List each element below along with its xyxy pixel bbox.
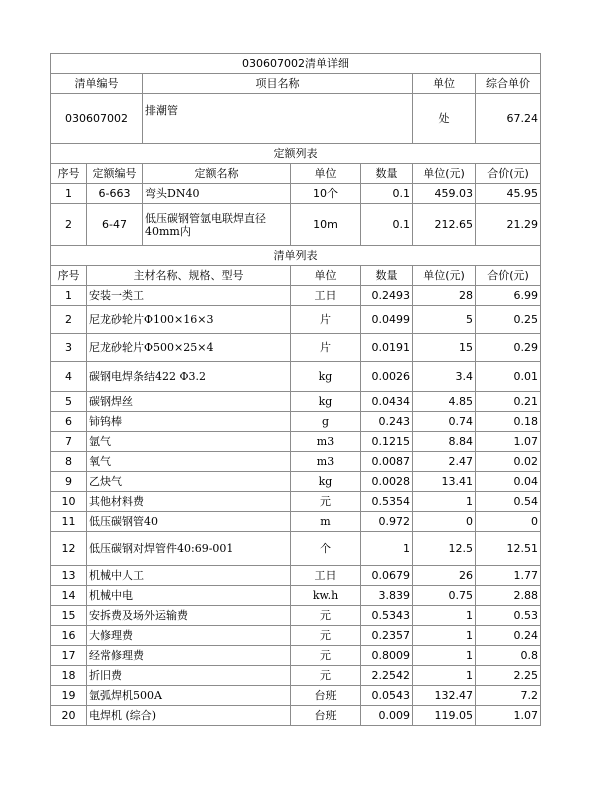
materials-section-title: 清单列表	[51, 246, 541, 266]
material-total: 7.2	[476, 686, 541, 706]
bill-code: 030607002	[51, 94, 143, 144]
material-name: 氧气	[87, 452, 291, 472]
material-unit-price: 0.74	[413, 412, 476, 432]
material-qty: 0.0679	[361, 566, 413, 586]
material-qty: 0.0434	[361, 392, 413, 412]
materials-header-total: 合价(元)	[476, 266, 541, 286]
quota-name: 低压碳钢管氩电联焊直径40mm内	[143, 204, 291, 246]
material-total: 1.07	[476, 432, 541, 452]
material-unit: 片	[291, 306, 361, 334]
quota-unit-price: 212.65	[413, 204, 476, 246]
material-name: 机械中电	[87, 586, 291, 606]
material-unit: g	[291, 412, 361, 432]
material-unit-price: 0	[413, 512, 476, 532]
quota-name: 弯头DN40	[143, 184, 291, 204]
material-name: 大修理费	[87, 626, 291, 646]
material-index: 4	[51, 362, 87, 392]
material-name: 乙炔气	[87, 472, 291, 492]
quota-row	[51, 204, 541, 246]
materials-header-unit-price: 单位(元)	[413, 266, 476, 286]
material-row	[51, 566, 541, 586]
material-total: 0.29	[476, 334, 541, 362]
material-row	[51, 532, 541, 566]
quota-header-unit-price: 单位(元)	[413, 164, 476, 184]
material-qty: 0.5343	[361, 606, 413, 626]
material-row	[51, 606, 541, 626]
material-total: 0.18	[476, 412, 541, 432]
material-unit: 个	[291, 532, 361, 566]
material-row	[51, 432, 541, 452]
material-total: 1.07	[476, 706, 541, 726]
material-unit: m	[291, 512, 361, 532]
quota-qty: 0.1	[361, 204, 413, 246]
quota-index: 1	[51, 184, 87, 204]
material-unit: 台班	[291, 706, 361, 726]
material-total: 0.21	[476, 392, 541, 412]
material-unit-price: 1	[413, 492, 476, 512]
quota-header-name: 定额名称	[143, 164, 291, 184]
material-qty: 0.0499	[361, 306, 413, 334]
material-total: 1.77	[476, 566, 541, 586]
material-unit: 元	[291, 666, 361, 686]
material-unit: 片	[291, 334, 361, 362]
quota-section-title: 定额列表	[51, 144, 541, 164]
material-row	[51, 472, 541, 492]
material-unit: 台班	[291, 686, 361, 706]
material-index: 9	[51, 472, 87, 492]
material-unit-price: 3.4	[413, 362, 476, 392]
material-unit: kg	[291, 392, 361, 412]
material-total: 0.53	[476, 606, 541, 626]
table-title: 030607002清单详细	[51, 54, 541, 74]
material-index: 8	[51, 452, 87, 472]
material-total: 0.54	[476, 492, 541, 512]
quota-header-code: 定额编号	[87, 164, 143, 184]
material-qty: 0.2493	[361, 286, 413, 306]
quota-code: 6-47	[87, 204, 143, 246]
material-unit-price: 2.47	[413, 452, 476, 472]
material-qty: 0.8009	[361, 646, 413, 666]
material-row	[51, 512, 541, 532]
material-qty: 0.972	[361, 512, 413, 532]
material-unit-price: 4.85	[413, 392, 476, 412]
material-name: 铈钨棒	[87, 412, 291, 432]
quota-unit: 10个	[291, 184, 361, 204]
quota-header-unit: 单位	[291, 164, 361, 184]
material-name: 折旧费	[87, 666, 291, 686]
material-qty: 0.0191	[361, 334, 413, 362]
material-unit-price: 1	[413, 606, 476, 626]
material-unit: 工日	[291, 286, 361, 306]
material-row	[51, 626, 541, 646]
material-name: 碳钢焊丝	[87, 392, 291, 412]
material-unit: m3	[291, 432, 361, 452]
material-unit-price: 5	[413, 306, 476, 334]
material-total: 0.8	[476, 646, 541, 666]
material-unit: kg	[291, 362, 361, 392]
material-row	[51, 586, 541, 606]
material-row	[51, 334, 541, 362]
material-total: 2.88	[476, 586, 541, 606]
quota-row	[51, 184, 541, 204]
material-row	[51, 666, 541, 686]
material-total: 0.01	[476, 362, 541, 392]
quota-unit-price: 459.03	[413, 184, 476, 204]
material-row	[51, 362, 541, 392]
material-total: 0.25	[476, 306, 541, 334]
bill-unit-price: 67.24	[476, 94, 541, 144]
material-total: 0	[476, 512, 541, 532]
material-unit-price: 12.5	[413, 532, 476, 566]
material-total: 12.51	[476, 532, 541, 566]
material-qty: 2.2542	[361, 666, 413, 686]
header-item-name: 项目名称	[143, 74, 413, 94]
material-index: 16	[51, 626, 87, 646]
material-unit: 元	[291, 626, 361, 646]
material-name: 氩弧焊机500A	[87, 686, 291, 706]
material-total: 6.99	[476, 286, 541, 306]
material-unit: 元	[291, 606, 361, 626]
header-unit-price: 综合单价	[476, 74, 541, 94]
material-qty: 0.1215	[361, 432, 413, 452]
material-unit-price: 0.75	[413, 586, 476, 606]
material-index: 10	[51, 492, 87, 512]
material-unit: m3	[291, 452, 361, 472]
materials-header-index: 序号	[51, 266, 87, 286]
material-unit: 元	[291, 492, 361, 512]
material-row	[51, 706, 541, 726]
bill-unit: 处	[413, 94, 476, 144]
material-row	[51, 686, 541, 706]
quota-total: 45.95	[476, 184, 541, 204]
material-qty: 0.0543	[361, 686, 413, 706]
material-unit: 元	[291, 646, 361, 666]
material-index: 6	[51, 412, 87, 432]
quota-header-index: 序号	[51, 164, 87, 184]
material-name: 低压碳钢管40	[87, 512, 291, 532]
material-index: 13	[51, 566, 87, 586]
quota-qty: 0.1	[361, 184, 413, 204]
material-unit-price: 1	[413, 646, 476, 666]
material-index: 17	[51, 646, 87, 666]
material-total: 0.24	[476, 626, 541, 646]
material-row	[51, 412, 541, 432]
material-index: 18	[51, 666, 87, 686]
material-name: 经常修理费	[87, 646, 291, 666]
material-qty: 0.0026	[361, 362, 413, 392]
material-index: 5	[51, 392, 87, 412]
material-unit-price: 26	[413, 566, 476, 586]
material-unit-price: 28	[413, 286, 476, 306]
header-code: 清单编号	[51, 74, 143, 94]
material-index: 11	[51, 512, 87, 532]
materials-header-name: 主材名称、规格、型号	[87, 266, 291, 286]
material-qty: 0.0028	[361, 472, 413, 492]
material-name: 安拆费及场外运输费	[87, 606, 291, 626]
material-unit-price: 13.41	[413, 472, 476, 492]
material-unit: kw.h	[291, 586, 361, 606]
material-name: 其他材料费	[87, 492, 291, 512]
material-unit: 工日	[291, 566, 361, 586]
material-name: 尼龙砂轮片Φ100×16×3	[87, 306, 291, 334]
material-unit-price: 15	[413, 334, 476, 362]
material-name: 机械中人工	[87, 566, 291, 586]
quota-unit: 10m	[291, 204, 361, 246]
material-row	[51, 306, 541, 334]
material-row	[51, 392, 541, 412]
material-row	[51, 492, 541, 512]
material-name: 尼龙砂轮片Φ500×25×4	[87, 334, 291, 362]
bill-item-name: 排潮管	[143, 94, 413, 144]
material-unit-price: 1	[413, 666, 476, 686]
material-qty: 1	[361, 532, 413, 566]
material-row	[51, 646, 541, 666]
material-index: 19	[51, 686, 87, 706]
material-unit-price: 1	[413, 626, 476, 646]
material-index: 1	[51, 286, 87, 306]
header-unit: 单位	[413, 74, 476, 94]
material-total: 2.25	[476, 666, 541, 686]
material-unit: kg	[291, 472, 361, 492]
material-qty: 0.5354	[361, 492, 413, 512]
material-index: 12	[51, 532, 87, 566]
material-row	[51, 452, 541, 472]
material-index: 3	[51, 334, 87, 362]
material-row	[51, 286, 541, 306]
material-qty: 0.243	[361, 412, 413, 432]
material-qty: 3.839	[361, 586, 413, 606]
material-qty: 0.2357	[361, 626, 413, 646]
material-name: 碳钢电焊条结422 Φ3.2	[87, 362, 291, 392]
quota-code: 6-663	[87, 184, 143, 204]
material-qty: 0.0087	[361, 452, 413, 472]
material-index: 20	[51, 706, 87, 726]
material-index: 14	[51, 586, 87, 606]
quota-header-qty: 数量	[361, 164, 413, 184]
material-total: 0.04	[476, 472, 541, 492]
material-index: 7	[51, 432, 87, 452]
materials-header-unit: 单位	[291, 266, 361, 286]
material-unit-price: 132.47	[413, 686, 476, 706]
material-unit-price: 119.05	[413, 706, 476, 726]
material-name: 电焊机 (综合)	[87, 706, 291, 726]
quota-index: 2	[51, 204, 87, 246]
quota-header-total: 合价(元)	[476, 164, 541, 184]
material-index: 2	[51, 306, 87, 334]
table-body	[51, 54, 541, 726]
material-index: 15	[51, 606, 87, 626]
material-unit-price: 8.84	[413, 432, 476, 452]
material-name: 安装一类工	[87, 286, 291, 306]
bill-detail-table	[50, 53, 541, 726]
quota-total: 21.29	[476, 204, 541, 246]
materials-header-qty: 数量	[361, 266, 413, 286]
material-total: 0.02	[476, 452, 541, 472]
material-name: 低压碳钢对焊管件40:69-001	[87, 532, 291, 566]
material-name: 氩气	[87, 432, 291, 452]
material-qty: 0.009	[361, 706, 413, 726]
